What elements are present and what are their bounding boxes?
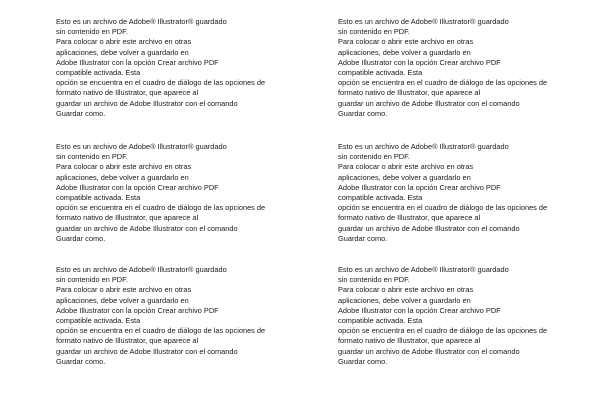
notice-line: opción se encuentra en el cuadro de diálogo de las opciones de (338, 78, 548, 88)
notice-line: Para colocar o abrir este archivo en otras (338, 285, 474, 295)
notice-line: sin contenido en PDF. (338, 275, 410, 285)
notice-line: compatible activada. Esta (338, 316, 423, 326)
notice-line: guardar un archivo de Adobe Illustrator con el comando (338, 98, 520, 108)
notice-line: Guardar como. (56, 356, 106, 366)
notice-line: Guardar como. (338, 356, 388, 366)
notice-line: Guardar como. (338, 233, 388, 243)
notice-line: compatible activada. Esta (338, 193, 423, 203)
notice-line: formato nativo de Illustrator, que aparece al (56, 213, 199, 223)
notice-line: guardar un archivo de Adobe Illustrator con el comando (56, 98, 238, 108)
notice-block-middle-right (338, 142, 578, 244)
notice-line: compatible activada. Esta (56, 68, 141, 78)
notice-line: sin contenido en PDF. (338, 152, 410, 162)
notice-line: sin contenido en PDF. (338, 27, 410, 37)
notice-line: Esto es un archivo de Adobe® Illustrator® guardado (56, 17, 227, 26)
notice-line: compatible activada. Esta (56, 316, 141, 326)
notice-line: Guardar como. (56, 108, 106, 118)
notice-line: compatible activada. Esta (338, 68, 423, 78)
notice-line: Para colocar o abrir este archivo en otras (56, 285, 192, 295)
notice-block-bottom-left (56, 265, 296, 367)
notice-line: aplicaciones, debe volver a guardarlo en (338, 172, 471, 182)
notice-line: compatible activada. Esta (56, 193, 141, 203)
notice-block-bottom-right (338, 265, 578, 367)
notice-line: Guardar como. (338, 108, 388, 118)
notice-line: Adobe Illustrator con la opción Crear archivo PDF (56, 182, 219, 192)
notice-line: Adobe Illustrator con la opción Crear archivo PDF (338, 57, 501, 67)
notice-line: Adobe Illustrator con la opción Crear archivo PDF (56, 57, 219, 67)
notice-line: aplicaciones, debe volver a guardarlo en (56, 295, 189, 305)
notice-line: aplicaciones, debe volver a guardarlo en (56, 47, 189, 57)
notice-line: aplicaciones, debe volver a guardarlo en (338, 47, 471, 57)
notice-line: Adobe Illustrator con la opción Crear archivo PDF (56, 305, 219, 315)
notice-line: guardar un archivo de Adobe Illustrator con el comando (56, 223, 238, 233)
notice-block-top-left (56, 17, 296, 119)
notice-line: Esto es un archivo de Adobe® Illustrator® guardado (338, 265, 509, 274)
notice-line: aplicaciones, debe volver a guardarlo en (338, 295, 471, 305)
notice-line: formato nativo de Illustrator, que aparece al (56, 88, 199, 98)
notice-line: Adobe Illustrator con la opción Crear archivo PDF (338, 305, 501, 315)
notice-line: Para colocar o abrir este archivo en otras (56, 37, 192, 47)
notice-line: Guardar como. (56, 233, 106, 243)
notice-line: formato nativo de Illustrator, que aparece al (338, 88, 481, 98)
notice-line: Esto es un archivo de Adobe® Illustrator® guardado (338, 142, 509, 151)
notice-line: Esto es un archivo de Adobe® Illustrator® guardado (338, 17, 509, 26)
notice-line: sin contenido en PDF. (56, 152, 128, 162)
notice-line: sin contenido en PDF. (56, 275, 128, 285)
notice-line: guardar un archivo de Adobe Illustrator con el comando (338, 346, 520, 356)
notice-line: opción se encuentra en el cuadro de diálogo de las opciones de (56, 78, 266, 88)
notice-line: formato nativo de Illustrator, que aparece al (338, 336, 481, 346)
notice-line: Adobe Illustrator con la opción Crear archivo PDF (338, 182, 501, 192)
notice-block-middle-left (56, 142, 296, 244)
notice-line: Para colocar o abrir este archivo en otras (338, 37, 474, 47)
notice-line: Para colocar o abrir este archivo en otras (338, 162, 474, 172)
notice-line: guardar un archivo de Adobe Illustrator con el comando (56, 346, 238, 356)
notice-line: guardar un archivo de Adobe Illustrator con el comando (338, 223, 520, 233)
notice-block-top-right (338, 17, 578, 119)
notice-line: Para colocar o abrir este archivo en otras (56, 162, 192, 172)
notice-line: opción se encuentra en el cuadro de diálogo de las opciones de (56, 203, 266, 213)
notice-line: aplicaciones, debe volver a guardarlo en (56, 172, 189, 182)
notice-line: formato nativo de Illustrator, que aparece al (56, 336, 199, 346)
notice-line: Esto es un archivo de Adobe® Illustrator® guardado (56, 265, 227, 274)
notice-line: opción se encuentra en el cuadro de diálogo de las opciones de (56, 326, 266, 336)
notice-line: sin contenido en PDF. (56, 27, 128, 37)
notice-line: opción se encuentra en el cuadro de diálogo de las opciones de (338, 203, 548, 213)
notice-line: Esto es un archivo de Adobe® Illustrator® guardado (56, 142, 227, 151)
notice-line: opción se encuentra en el cuadro de diálogo de las opciones de (338, 326, 548, 336)
notice-line: formato nativo de Illustrator, que aparece al (338, 213, 481, 223)
